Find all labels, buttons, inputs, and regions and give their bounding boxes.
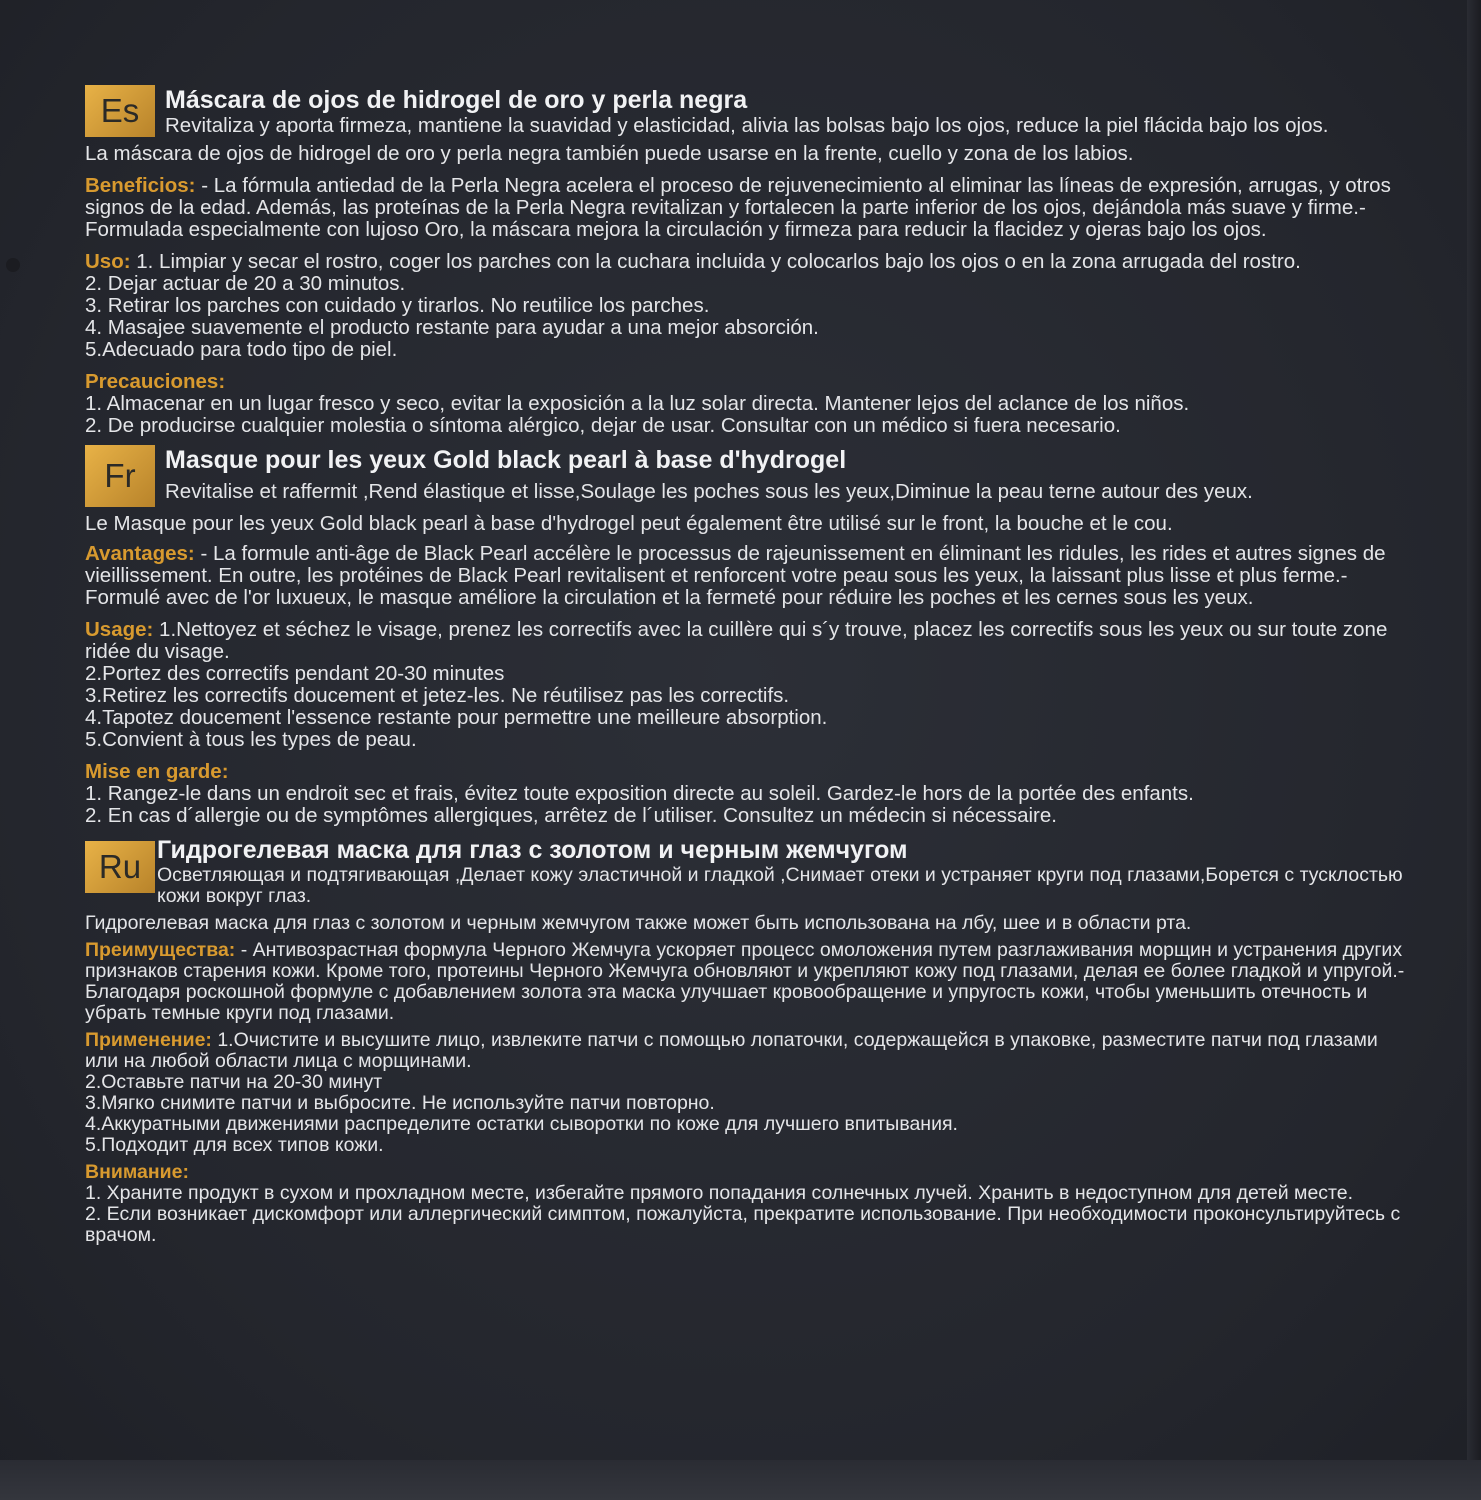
benefits-ru: [85, 940, 1415, 1024]
usage-step: 3. Retirar los parches con cuidado y tirarlos. No reutilice los parches.: [85, 294, 710, 317]
subtitle-es: Revitaliza y aporta firmeza, mantiene la suavidad y elasticidad, alivia las bolsas bajo los ojos, reduce la piel flácida bajo los ojos.: [165, 114, 1329, 137]
usage-step: 3.Мягко снимите патчи и выбросите. Не используйте патчи повторно.: [85, 1092, 715, 1114]
usage-step: 5.Adecuado para todo tipo de piel.: [85, 338, 398, 361]
caution-item: 2. De producirse cualquier molestia o síntoma alérgico, dejar de usar. Consultar con un médico si fuera necesario.: [85, 414, 1121, 437]
usage-ru: [85, 1030, 1415, 1072]
subtitle-ru: Осветляющая и подтягивающая ,Делает кожу эластичной и гладкой ,Снимает отеки и устраняет круги под глазами,Борется с тусклостью кожи вокруг глаз.: [157, 864, 1403, 907]
caution-item: 2. En cas d´allergie ou de symptômes allergiques, arrêtez de l´utiliser. Consultez un médecin si nécessaire.: [85, 804, 1057, 827]
intro-fr: Le Masque pour les yeux Gold black pearl à base d'hydrogel peut également être utilisé sur le front, la bouche et le cou.: [85, 512, 1173, 535]
panel-edge-right: [1467, 0, 1481, 1500]
benefits-fr: [85, 543, 1415, 609]
usage-label-ru: Применение:: [85, 1029, 212, 1051]
instructions-text: [85, 85, 1415, 1246]
usage-text-es: 1. Limpiar y secar el rostro, coger los parches con la cuchara incluida y colocarlos bajo los ojos o en la zona arrugada del rostro.: [130, 250, 1301, 273]
intro-ru: Гидрогелевая маска для глаз с золотом и черным жемчугом также может быть использована на лбу, шее и в области рта.: [85, 912, 1192, 934]
language-badge-es: Es: [85, 85, 155, 137]
benefits-text-fr: - La formule anti-âge de Black Pearl accélère le processus de rajeunissement en éliminant les ridules, les rides et autres signes de vieillissement. En outre, les protéines de Black Pearl revitalisent et renforcent votre peau sous les yeux, la laissant plus lisse et plus ferme.- Formulé avec de l'or luxueux, le masque améliore la circulation et la fermeté pour réduire les poches et les cernes sous les yeux.: [85, 542, 1386, 609]
usage-step: 2. Dejar actuar de 20 a 30 minutos.: [85, 272, 406, 295]
usage-label-es: Uso:: [85, 250, 131, 273]
caution-item: 1. Rangez-le dans un endroit sec et frais, évitez toute exposition directe au soleil. Gardez-le hors de la portée des enfants.: [85, 782, 1194, 805]
usage-text-ru: 1.Очистите и высушите лицо, извлеките патчи с помощью лопаточки, содержащейся в упаковке, разместите патчи под глазами или на любой области лица с морщинами.: [85, 1029, 1378, 1072]
usage-es: [85, 251, 1415, 273]
caution-label-fr: Mise en garde:: [85, 760, 229, 783]
caution-item: 1. Almacenar en un lugar fresco y seco, evitar la exposición a la luz solar directa. Mantener lejos del aclance de los niños.: [85, 392, 1190, 415]
usage-step: 4. Masajee suavemente el producto restante para ayudar a una mejor absorción.: [85, 316, 819, 339]
usage-step: 4.Tapotez doucement l'essence restante pour permettre une meilleure absorption.: [85, 706, 828, 729]
caution-item: 2. Если возникает дискомфорт или аллергический симптом, пожалуйста, прекратите использование. При необходимости проконсультируйтесь с врачом.: [85, 1203, 1401, 1246]
subtitle-fr: Revitalise et raffermit ,Rend élastique et lisse,Soulage les poches sous les yeux,Diminue la peau terne autour des yeux.: [165, 480, 1253, 503]
caution-item: 1. Храните продукт в сухом и прохладном месте, избегайте прямого попадания солнечных лучей. Хранить в недоступном для детей месте.: [85, 1182, 1354, 1204]
title-es: Máscara de ojos de hidrogel de oro y perla negra: [165, 86, 748, 114]
panel-edge-bottom: [0, 1460, 1481, 1500]
usage-fr: [85, 619, 1415, 663]
benefits-text-ru: - Антивозрастная формула Черного Жемчуга ускоряет процесс омоложения путем разглаживания морщин и устранения других признаков старения кожи. Кроме того, протеины Черного Жемчуга обновляют и укрепляют кожу под глазами, делая ее более гладкой и упругой.- Благодаря роскошной формуле с добавлением золота эта маска улучшает кровообращение и упругость кожи, чтобы уменьшить отечность и убрать темные круги под глазами.: [85, 939, 1405, 1024]
usage-step: 5.Подходит для всех типов кожи.: [85, 1134, 384, 1156]
title-ru: Гидрогелевая маска для глаз с золотом и черным жемчугом: [157, 836, 908, 864]
language-badge-fr: Fr: [85, 445, 155, 507]
title-fr: Masque pour les yeux Gold black pearl à base d'hydrogel: [165, 446, 847, 474]
benefits-es: [85, 175, 1415, 241]
intro-es: La máscara de ojos de hidrogel de oro y perla negra también puede usarse en la frente, cuello y zona de los labios.: [85, 142, 1134, 165]
section-ru: [85, 835, 1415, 1246]
usage-step: 3.Retirez les correctifs doucement et jetez-les. Ne réutilisez pas les correctifs.: [85, 684, 790, 707]
benefits-text-es: - La fórmula antiedad de la Perla Negra acelera el proceso de rejuvenecimiento al eliminar las líneas de expresión, arrugas, y otros signos de la edad. Además, las proteínas de la Perla Negra revitalizan y fortalecen la parte inferior de los ojos, dejándola más suave y firme.- Formulada especialmente con lujoso Oro, la máscara mejora la circulación y firmeza para reducir la flacidez y ojeras bajo los ojos.: [85, 174, 1391, 241]
benefits-label-fr: Avantages:: [85, 542, 195, 565]
usage-text-fr: 1.Nettoyez et séchez le visage, prenez les correctifs avec la cuillère qui s´y trouve, placez les correctifs sous les yeux ou sur toute zone ridée du visage.: [85, 618, 1388, 663]
usage-step: 2.Оставьте патчи на 20-30 минут: [85, 1071, 383, 1093]
caution-label-es: Precauciones:: [85, 370, 226, 393]
language-badge-ru: Ru: [85, 841, 155, 893]
usage-label-fr: Usage:: [85, 618, 154, 641]
section-fr: [85, 445, 1415, 827]
usage-step: 2.Portez des correctifs pendant 20-30 minutes: [85, 662, 505, 685]
section-es: [85, 85, 1415, 437]
caution-label-ru: Внимание:: [85, 1161, 189, 1183]
benefits-label-es: Beneficios:: [85, 174, 196, 197]
usage-step: 4.Аккуратными движениями распределите остатки сыворотки по коже для лучшего впитывания.: [85, 1113, 958, 1135]
panel-notch: [6, 258, 20, 272]
usage-step: 5.Convient à tous les types de peau.: [85, 728, 417, 751]
benefits-label-ru: Преимущества:: [85, 939, 236, 961]
